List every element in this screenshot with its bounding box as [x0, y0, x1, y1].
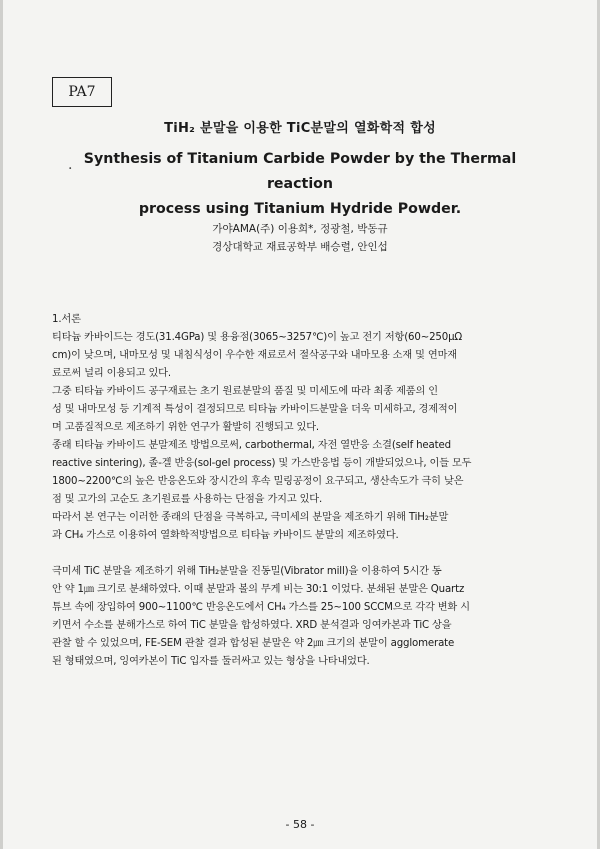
para1-line: cm)이 낮으며, 내마모성 및 내침식성이 우수한 재료로서 절삭공구와 내마모용 소재 및 연마재: [52, 350, 457, 361]
para2-line: 튜브 속에 장입하여 900~1100℃ 반응온도에서 CH₄ 가스를 25~100 SCCM으로 각각 변화 시: [52, 602, 470, 613]
author-block: [0, 220, 600, 256]
stray-dot: .: [68, 157, 73, 173]
english-title-line-1: Synthesis of Titanium Carbide Powder by the Thermal reaction: [83, 151, 517, 192]
para1-line: 티타늄 카바이드는 경도(31.4GPa) 및 용융점(3065~3257℃)이 높고 전기 저항(60~250μΩ: [52, 332, 463, 343]
para1-line: 점 및 고가의 고순도 초기원료를 사용하는 단점을 가지고 있다.: [52, 494, 323, 505]
body-text: [52, 311, 552, 671]
korean-title: TiH₂ 분말을 이용한 TiC분말의 열화학적 합성: [164, 121, 436, 136]
para1-line: 따라서 본 연구는 이러한 종래의 단점을 극복하고, 극미세의 분말을 제조하기 위해 TiH₂분말: [52, 512, 449, 523]
paragraph-gap: [52, 545, 552, 563]
author-line-2: 경상대학교 재료공학부 배승렬, 안인섭: [212, 241, 388, 253]
para1-line: 성 및 내마모성 등 기계적 특성이 결정되므로 티타늄 카바이드분말을 더욱 미세하고, 경제적이: [52, 404, 458, 415]
para1-line: reactive sintering), 졸-겔 반응(sol-gel process) 및 가스반응법 등이 개발되었으나, 이들 모두: [52, 458, 472, 469]
para2-line: 된 형태였으며, 잉여카본이 TiC 입자를 둘러싸고 있는 형상을 나타내었다.: [52, 656, 370, 667]
para1-line: 종래 티타늄 카바이드 분말제조 방법으로써, carbothermal, 자전 열반응 소결(self heated: [52, 440, 451, 451]
para1-line: 그중 티타늄 카바이드 공구재료는 초기 원료분말의 품질 및 미세도에 따라 최종 제품의 인: [52, 386, 438, 397]
section-heading: 1.서론: [52, 314, 81, 325]
para2-line: 관찰 할 수 있었으며, FE-SEM 관찰 결과 합성된 분말은 약 2㎛ 크기의 분말이 agglomerate: [52, 638, 455, 649]
para1-line: 1800~2200℃의 높은 반응온도와 장시간의 후속 밀링공정이 요구되고, 생산속도가 극히 낮은: [52, 476, 464, 487]
author-line-1: 가야AMA(주) 이용희*, 정광철, 박동규: [212, 223, 388, 235]
para1-line: 며 고품질적으로 제조하기 위한 연구가 활발히 진행되고 있다.: [52, 422, 319, 433]
para2-line: 안 약 1㎛ 크기로 분쇄하였다. 이때 분말과 볼의 무게 비는 30:1 이었다. 분쇄된 분말은 Quartz: [52, 584, 465, 595]
english-title: [70, 147, 530, 222]
session-tag-box: [52, 77, 112, 107]
page-number: - 58 -: [285, 818, 315, 831]
session-tag: PA7: [68, 84, 96, 100]
para2-line: 극미세 TiC 분말을 제조하기 위해 TiH₂분말을 진동밀(Vibrator mill)을 이용하여 5시간 동: [52, 566, 442, 577]
para2-line: 키면서 수소를 분해가스로 하여 TiC 분말을 합성하였다. XRD 분석결과 잉여카본과 TiC 상을: [52, 620, 452, 631]
english-title-line-2: process using Titanium Hydride Powder.: [138, 201, 462, 217]
para1-line: 료로써 널리 이용되고 있다.: [52, 368, 171, 379]
para1-line: 과 CH₄ 가스로 이용하여 열화학적방법으로 티타늄 카바이드 분말의 제조하였다.: [52, 530, 399, 541]
